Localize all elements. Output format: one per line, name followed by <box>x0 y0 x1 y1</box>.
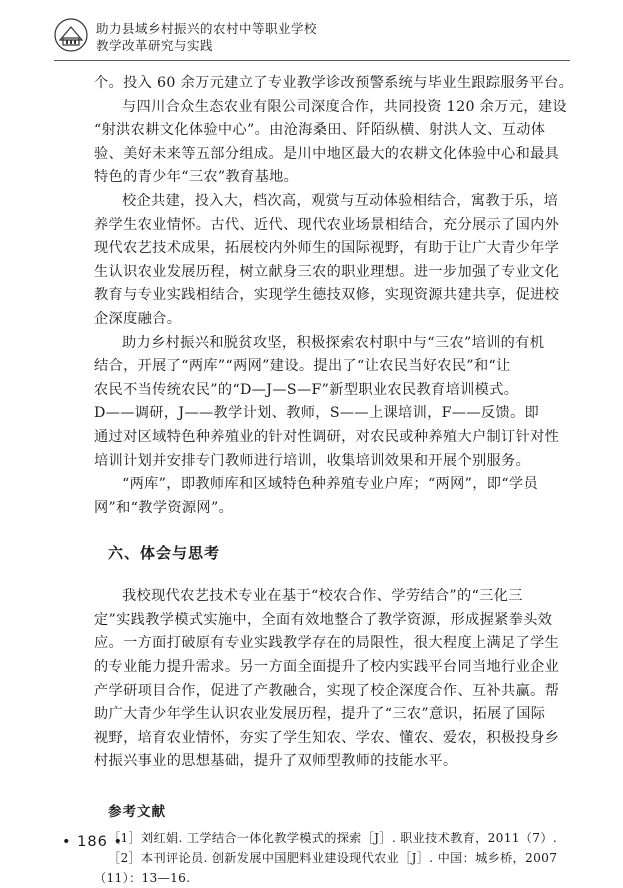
text-line: 生认识农业发展历程，树立献身三农的职业理想。进一步加强了专业文化 <box>94 263 560 280</box>
text-line: 现代农艺技术成果，拓展校内外师生的国际视野，有助于让广大青少年学 <box>94 240 560 257</box>
header-divider <box>54 60 570 61</box>
text-line: 助广大青少年学生认识农业发展历程，提升了“三农”意识，拓展了国际 <box>94 706 546 723</box>
paragraph <box>94 402 576 473</box>
reference-item <box>94 828 576 848</box>
section-title: 六、体会与思考 <box>108 544 221 563</box>
paragraph <box>94 332 576 403</box>
header-title <box>96 20 317 54</box>
paragraph <box>94 72 576 96</box>
text-line: 验、美好未来等五部分组成。是川中地区最大的农耕文化体验中心和最具 <box>94 145 560 162</box>
paragraph <box>94 473 576 520</box>
reference-item <box>94 848 576 888</box>
header-title-line1: 助力县域乡村振兴的农村中等职业学校 <box>96 21 318 36</box>
references-list <box>94 828 576 888</box>
text-line: 村振兴事业的思想基础，提升了双师型教师的技能水平。 <box>94 753 458 770</box>
paragraph <box>94 585 576 774</box>
reference-line: （11）：13—16. <box>94 871 191 886</box>
text-line: 与四川合众生态农业有限公司深度合作，共同投资 120 余万元，建设 <box>122 98 567 115</box>
text-line: 我校现代农艺技术专业在基于“校农合作、学劳结合”的“三化三 <box>122 588 523 605</box>
text-line: 通过对区域特色种养殖业的针对性调研，对农民或种养殖大户制订针对性 <box>94 428 560 445</box>
reference-line: ［1］刘红娟. 工学结合一体化教学模式的探索［J］. 职业技术教育，2011（7）. <box>108 831 558 846</box>
text-line: 农民不当传统农民”的“D—J—S—F”新型职业农民教育培训模式。 <box>94 381 519 398</box>
paragraph <box>94 190 576 332</box>
text-line: 个。投入 60 余万元建立了专业教学诊改预警系统与毕业生跟踪服务平台。 <box>94 75 574 91</box>
text-line: 养学生农业情怀。古代、近代、现代农业场景相结合，充分展示了国内外 <box>94 216 560 233</box>
page-body <box>94 72 576 888</box>
text-line: D——调研，J——教学计划、教师，S——上课培训，F——反馈。即 <box>94 405 540 422</box>
text-line: 定”实践教学模式实施中，全面有效地整合了教学资源，形成握紧拳头效 <box>94 611 553 628</box>
text-line: 产学研项目合作，促进了产教融合，实现了校企深度合作、互补共赢。帮 <box>94 682 560 699</box>
text-line: 应。一方面打破原有专业实践教学存在的局限性，很大程度上满足了学生 <box>94 635 560 652</box>
page-number: • 186 • <box>62 834 123 850</box>
running-header <box>54 16 574 60</box>
text-line: 助力乡村振兴和脱贫攻坚，积极探索农村职中与“三农”培训的有机 <box>122 334 545 351</box>
text-line: 视野，培育农业情怀，夯实了学生知农、学农、懂农、爱农，积极投身乡 <box>94 729 560 746</box>
text-line: 特色的青少年“三农”教育基地。 <box>94 169 299 186</box>
text-line: 培训计划并安排专门教师进行培训，收集培训效果和开展个别服务。 <box>94 452 531 469</box>
section-paragraph <box>94 585 576 774</box>
text-line: 的专业能力提升需求。另一方面全面提升了校内实践平台同当地行业企业 <box>94 659 560 676</box>
paragraph <box>94 96 576 190</box>
text-line: 教育与专业实践相结合，实现学生德技双修，实现资源共建共享，促进校 <box>94 287 560 304</box>
references-title: 参考文献 <box>108 804 166 821</box>
text-line: “射洪农耕文化体验中心”。由沧海桑田、阡陌纵横、射洪人文、互动体 <box>94 122 546 139</box>
text-line: 企深度融合。 <box>94 310 182 327</box>
text-line: 结合，开展了“两库”“两网”建设。提出了“让农民当好农民”和“让 <box>94 358 511 375</box>
text-line: 校企共建，投入大，档次高，观赏与互动体验相结合，寓教于乐，培 <box>122 192 559 209</box>
text-line: “两库”，即教师库和区域特色种养殖专业户库；“两网”，即“学员 <box>122 476 538 493</box>
paragraph-list <box>94 72 576 520</box>
reference-line: ［2］本刊评论员. 创新发展中国肥料业建设现代农业［J］. 中国：城乡桥，2007 <box>108 851 558 866</box>
school-logo-icon <box>54 18 88 52</box>
text-line: 网”和“教学资源网”。 <box>94 499 234 516</box>
header-title-line2: 教学改革研究与实践 <box>96 38 214 53</box>
